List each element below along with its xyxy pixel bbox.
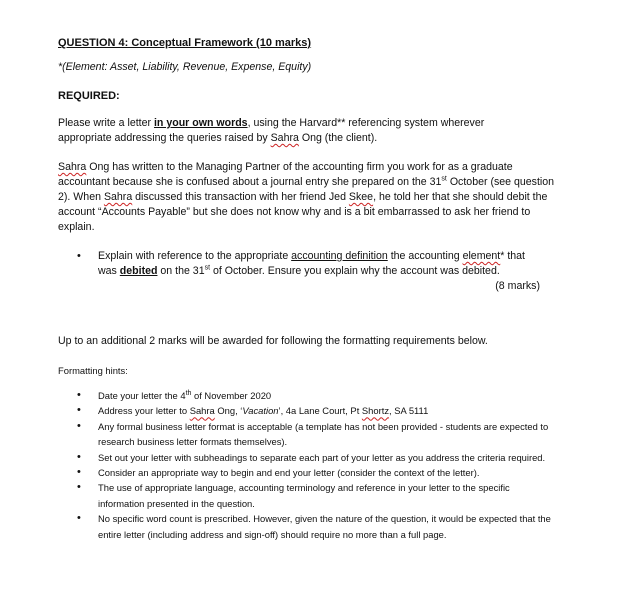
hint-text: Date your letter the 4 bbox=[98, 390, 186, 401]
house-name: Vacation bbox=[242, 405, 279, 417]
ordinal-suffix: st bbox=[441, 175, 447, 183]
client-name: Sahra bbox=[103, 191, 133, 203]
task-text: Explain with reference to the appropriate bbox=[98, 250, 292, 262]
client-name: Sahra bbox=[270, 132, 299, 144]
debited-word: debited bbox=[119, 265, 158, 277]
friend-surname: Skee bbox=[348, 191, 374, 203]
formatting-hints-list bbox=[77, 388, 558, 542]
para1-text: , using the Harvard** referencing system wherever appropriate addressing the queries raised by bbox=[58, 117, 485, 144]
bullet-icon: • bbox=[77, 481, 81, 494]
para1-emphasis: in your own words bbox=[153, 117, 248, 129]
ordinal-suffix: st bbox=[204, 264, 211, 272]
question-title: QUESTION 4: Conceptual Framework (10 marks) bbox=[58, 37, 312, 49]
hint-text: The use of appropriate language, accounting terminology and reference in your letter to the specific information presented in the question. bbox=[98, 482, 510, 509]
document-page bbox=[58, 36, 558, 542]
hint-item bbox=[77, 403, 558, 418]
hint-text: , SA 5111 bbox=[389, 405, 429, 417]
bullet-icon: • bbox=[77, 466, 81, 479]
para2-text: , he told her that she should debit the account “Accounts Payable” but she does not know why and is a bit embarrassed to ask her friend to explain. bbox=[58, 191, 548, 233]
hint-text: Set out your letter with subheadings to separate each part of your letter as you address the criteria required. bbox=[98, 451, 546, 463]
instructions-paragraph bbox=[58, 116, 518, 146]
bullet-icon: • bbox=[77, 512, 81, 525]
hint-text: Consider an appropriate way to begin and end your letter (consider the context of the letter). bbox=[98, 467, 480, 479]
required-heading: REQUIRED: bbox=[58, 90, 120, 102]
hint-text: Ong, ‘ bbox=[214, 405, 243, 417]
para1-text: Ong (the client). bbox=[298, 132, 378, 144]
task-list bbox=[77, 249, 540, 294]
hint-text: No specific word count is prescribed. However, given the nature of the question, it would be expected that the entire letter (including address and sign-off) should require no more than a full page. bbox=[98, 513, 551, 540]
bullet-icon: • bbox=[77, 250, 81, 262]
client-name: Sahra bbox=[58, 161, 87, 173]
bullet-icon: • bbox=[77, 404, 81, 417]
bullet-icon: • bbox=[77, 389, 81, 401]
bullet-icon: • bbox=[77, 450, 81, 463]
task-text: on the 31 bbox=[157, 265, 205, 277]
hint-text: Address your letter to bbox=[98, 405, 190, 417]
ordinal-suffix: th bbox=[185, 389, 192, 397]
hint-text: of November 2020 bbox=[191, 390, 272, 401]
additional-marks-note: Up to an additional 2 marks will be awarded for following the formatting requirements below. bbox=[58, 335, 488, 347]
task-item bbox=[77, 249, 540, 294]
task-text: of October. Ensure you explain why the account was debited. bbox=[210, 265, 500, 277]
elements-note: *(Element: Asset, Liability, Revenue, Expense, Equity) bbox=[58, 61, 312, 73]
para2-text: October (see question 2). When bbox=[58, 176, 555, 203]
hint-text: Any formal business letter format is acceptable (a template has not been provided - students are expected to research business letter formats themselves). bbox=[98, 420, 549, 448]
bullet-icon: • bbox=[77, 419, 81, 432]
hint-item bbox=[77, 388, 558, 403]
hint-item bbox=[77, 480, 558, 511]
task-text: the accounting bbox=[387, 250, 463, 262]
accounting-definition-text: accounting definition bbox=[291, 250, 388, 262]
task-text: * that was bbox=[98, 250, 526, 277]
para1-text: Please write a letter bbox=[58, 117, 154, 129]
task-marks: (8 marks) bbox=[495, 280, 540, 292]
hint-item bbox=[77, 511, 558, 542]
formatting-hints-title: Formatting hints: bbox=[58, 365, 128, 376]
hint-item bbox=[77, 465, 558, 480]
client-name: Sahra bbox=[189, 405, 215, 417]
scenario-paragraph bbox=[58, 160, 558, 235]
town-name: Shortz bbox=[361, 405, 390, 417]
para2-text: discussed this transaction with her friend Jed bbox=[132, 191, 349, 203]
hint-text: ’, 4a Lane Court, Pt bbox=[278, 405, 362, 417]
hint-item bbox=[77, 450, 558, 465]
element-word: element bbox=[462, 250, 501, 262]
hint-item bbox=[77, 419, 558, 450]
para2-text: Ong has written to the Managing Partner of the accounting firm you work for as a graduate accountant because she is confused about a journal entry she prepared on the 31 bbox=[58, 161, 513, 188]
